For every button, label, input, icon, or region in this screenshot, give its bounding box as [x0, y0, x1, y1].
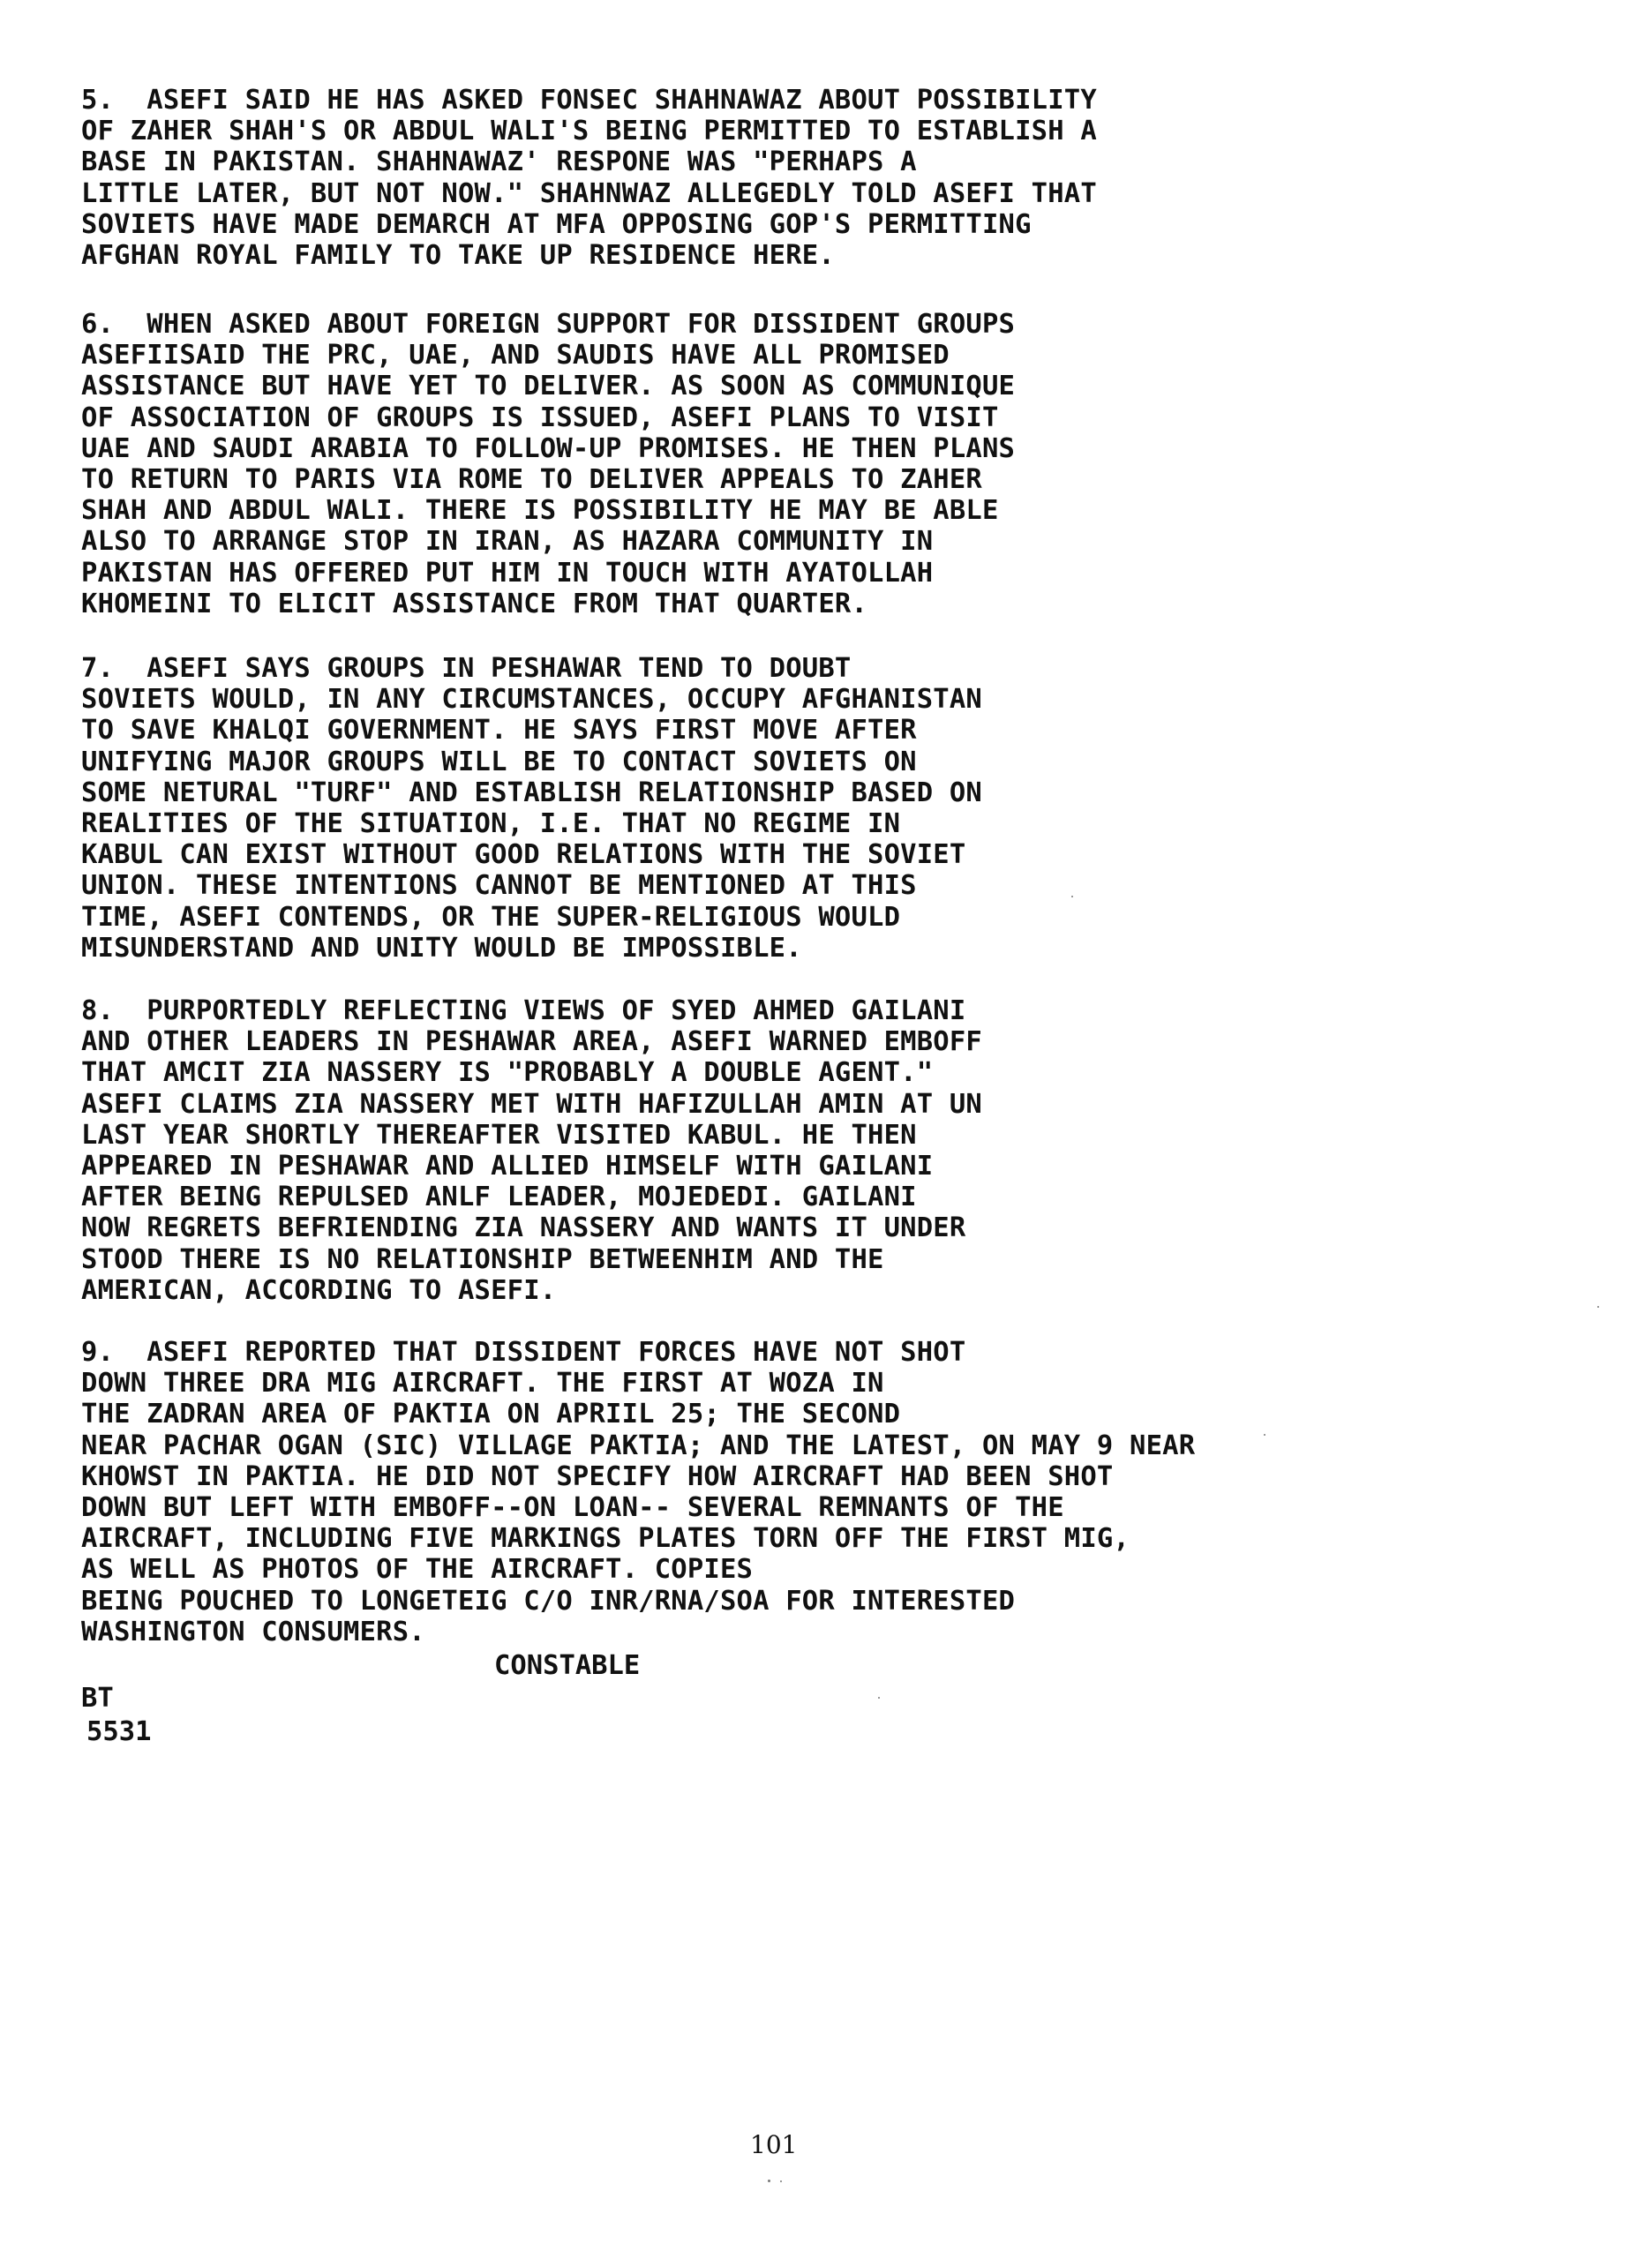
paragraph-8: 8. PURPORTEDLY REFLECTING VIEWS OF SYED AHMED GAILANI AND OTHER LEADERS IN PESHAWAR AREA, ASEFI WARNED EMBOFF THAT AMCIT ZIA NASSERY IS "PROBABLY A DOUBLE AGENT." ASEFI CLAIMS ZIA NASSERY MET WITH HAFIZULLAH AMIN AT UN LAST YEAR SHORTLY THEREAFTER VISITED KABUL. HE THEN APPEARED IN PESHAWAR AND ALLIED HIMSELF WITH GAILANI AFTER BEING REPULSED ANLF LEADER, MOJEDEDI. GAILANI NOW REGRETS BEFRIENDING ZIA NASSERY AND WANTS IT UNDER STOOD THERE IS NO RELATIONSHIP BETWEENHIM AND THE AMERICAN, ACCORDING TO ASEFI.: [81, 995, 982, 1306]
break-marker: BT: [81, 1683, 114, 1714]
paragraph-7: 7. ASEFI SAYS GROUPS IN PESHAWAR TEND TO DOUBT SOVIETS WOULD, IN ANY CIRCUMSTANCES, OCCUPY AFGHANISTAN TO SAVE KHALQI GOVERNMENT. HE SAYS FIRST MOVE AFTER UNIFYING MAJOR GROUPS WILL BE TO CONTACT SOVIETS ON SOME NETURAL "TURF" AND ESTABLISH RELATIONSHIP BASED ON REALITIES OF THE SITUATION, I.E. THAT NO REGIME IN KABUL CAN EXIST WITHOUT GOOD RELATIONS WITH THE SOVIET UNION. THESE INTENTIONS CANNOT BE MENTIONED AT THIS TIME, ASEFI CONTENDS, OR THE SUPER-RELIGIOUS WOULD MISUNDERSTAND AND UNITY WOULD BE IMPOSSIBLE.: [81, 653, 982, 964]
message-number: 5531: [86, 1716, 152, 1747]
scan-speck: [1071, 896, 1073, 897]
scan-speck: [780, 2180, 782, 2182]
signature: CONSTABLE: [494, 1650, 641, 1681]
paragraph-5: 5. ASEFI SAID HE HAS ASKED FONSEC SHAHNAWAZ ABOUT POSSIBILITY OF ZAHER SHAH'S OR ABDUL WALI'S BEING PERMITTED TO ESTABLISH A BASE IN PAKISTAN. SHAHNAWAZ' RESPONE WAS "PERHAPS A LITTLE LATER, BUT NOT NOW." SHAHNWAZ ALLEGEDLY TOLD ASEFI THAT SOVIETS HAVE MADE DEMARCH AT MFA OPPOSING GOP'S PERMITTING AFGHAN ROYAL FAMILY TO TAKE UP RESIDENCE HERE.: [81, 85, 1097, 272]
page-number: 101: [750, 2130, 798, 2159]
paragraph-6: 6. WHEN ASKED ABOUT FOREIGN SUPPORT FOR DISSIDENT GROUPS ASEFIISAID THE PRC, UAE, AND SAUDIS HAVE ALL PROMISED ASSISTANCE BUT HAVE YET TO DELIVER. AS SOON AS COMMUNIQUE OF ASSOCIATION OF GROUPS IS ISSUED, ASEFI PLANS TO VISIT UAE AND SAUDI ARABIA TO FOLLOW-UP PROMISES. HE THEN PLANS TO RETURN TO PARIS VIA ROME TO DELIVER APPEALS TO ZAHER SHAH AND ABDUL WALI. THERE IS POSSIBILITY HE MAY BE ABLE ALSO TO ARRANGE STOP IN IRAN, AS HAZARA COMMUNITY IN PAKISTAN HAS OFFERED PUT HIM IN TOUCH WITH AYATOLLAH KHOMEINI TO ELICIT ASSISTANCE FROM THAT QUARTER.: [81, 309, 1016, 619]
paragraph-9: 9. ASEFI REPORTED THAT DISSIDENT FORCES HAVE NOT SHOT DOWN THREE DRA MIG AIRCRAFT. THE FIRST AT WOZA IN THE ZADRAN AREA OF PAKTIA ON APRIIL 25; THE SECOND NEAR PACHAR OGAN (SIC) VILLAGE PAKTIA; AND THE LATEST, ON MAY 9 NEAR KHOWST IN PAKTIA. HE DID NOT SPECIFY HOW AIRCRAFT HAD BEEN SHOT DOWN BUT LEFT WITH EMBOFF--ON LOAN-- SEVERAL REMNANTS OF THE AIRCRAFT, INCLUDING FIVE MARKINGS PLATES TORN OFF THE FIRST MIG, AS WELL AS PHOTOS OF THE AIRCRAFT. COPIES BEING POUCHED TO LONGETEIG C/O INR/RNA/SOA FOR INTERESTED WASHINGTON CONSUMERS.: [81, 1337, 1196, 1647]
scan-speck: [1597, 1306, 1599, 1308]
scan-speck: [1264, 1434, 1265, 1436]
scan-speck: [768, 2180, 770, 2182]
scan-speck: [878, 1697, 880, 1699]
